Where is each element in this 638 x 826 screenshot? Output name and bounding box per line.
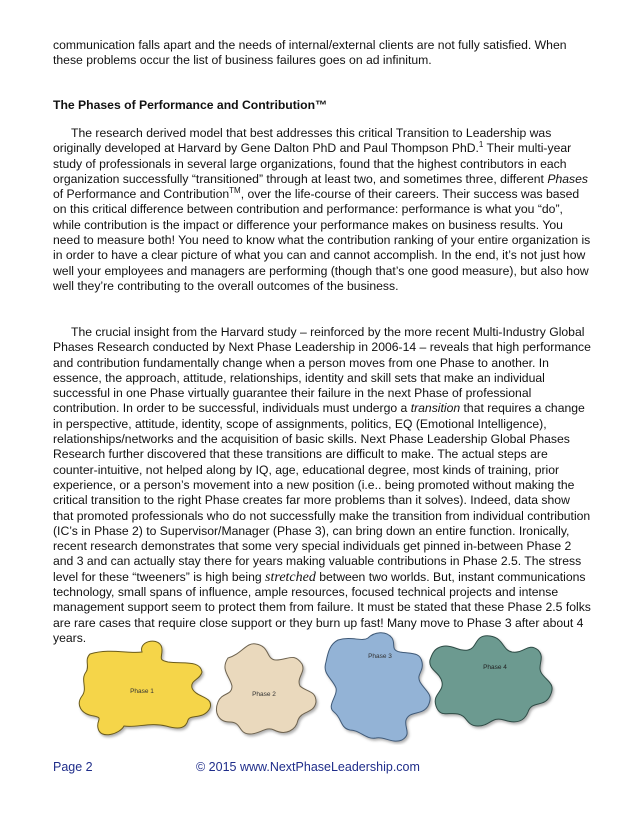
p1-text-b: Their multi-year study of professionals in several large organizations, found that the highest contributors in each organization successfully “transitioned” through at least two, and sometimes three, different <box>53 141 572 186</box>
paragraph-1 <box>53 126 593 294</box>
phase-2-label: Phase 2 <box>252 691 276 698</box>
p2-text-a: The crucial insight from the Harvard study – reinforced by the more recent Multi-Industry Global Phases Research conducted by Next Phase Leadership in 2006-14 – reveals that high performance and contribution fundamentally change when a person moves from one Phase to another. In essence, the approach, attitude, relationships, identity and skill sets that make an individual successful in one Phase virtually guarantee their failure in the next Phase of professional contribution. In order to be successful, individuals must undergo a <box>53 325 591 416</box>
puzzle-piece-phase-2 <box>217 644 317 734</box>
p1-text-c: of Performance and Contribution <box>53 187 230 202</box>
stretched-emphasis: stretched <box>265 569 316 585</box>
p2-text-b: that requires a change in perspective, attitude, identity, scope of assignments, politics, EQ (Emotional Intelligence), relationships/networks and the acquisition of basic skills. Next Phase Leadership Global Phases Research further discovered that these transitions are difficult to make. The actual steps are counter-intuitive, not helped along by IQ, age, educational degree, most kinds of training, prior experience, or a person’s movement into a new position (i.e.. being promoted without making the critical transition to the right Phase creates far more problems than it solves). Indeed, data show that promoted professionals who do not successfully make the transition from individual contribution (IC’s in Phase 2) to Supervisor/Manager (Phase 3), can bring down an entire function. Ironically, recent research demonstrates that some very special individuals get pinned in-between Phase 2 and 3 and can actually stay there for years making valuable contributions in Phase 2.5. The stress level for these “tweeners” is high being <box>53 401 591 584</box>
p1-text-a: The research derived model that best addresses this critical Transition to Leadership was originally developed at Harvard by Gene Dalton PhD and Paul Thompson PhD. <box>53 126 552 156</box>
copyright-link[interactable]: © 2015 www.NextPhaseLeadership.com <box>196 760 420 774</box>
paragraph-2 <box>53 325 593 646</box>
puzzle-piece-phase-1 <box>79 641 210 735</box>
p2-text-c: between two worlds. But, instant communications technology, small spans of influence, ample resources, focused technical projects and intense management support seem to protect them from failure. It must be stated that these Phase 2.5 folks are rare cases that require close support or they burn up fast! Many move to Phase 3 after about 4 years. <box>53 569 591 645</box>
intro-paragraph: communication falls apart and the needs of internal/external clients are not fully satisfied. When these problems occur the list of business failures goes on ad infinitum. <box>53 38 567 68</box>
phase-4-label: Phase 4 <box>483 664 507 671</box>
phase-1-label: Phase 1 <box>130 688 154 695</box>
p1-text-d: , over the life-course of their careers. Their success was based on this critical difference between contribution and performance: performance is what you “do”, while contribution is the impact or difference your performance makes on business results. You need to measure both! You need to know what the contribution ranking of your entire organization is in order to have a clear picture of what you can and cannot accomplish. In the end, it’s not just how well your employees and managers are performing (though that’s one good measure), but also how well they’re contributing to the overall outcomes of the business. <box>53 187 591 293</box>
phase-puzzle-illustration <box>50 630 590 745</box>
trademark-mark: TM <box>229 186 241 196</box>
puzzle-piece-phase-3 <box>325 633 430 741</box>
puzzle-piece-phase-4 <box>430 636 552 726</box>
phases-emphasis: Phases <box>547 171 588 186</box>
page-number: Page 2 <box>53 760 93 774</box>
section-heading: The Phases of Performance and Contribution™ <box>53 98 328 112</box>
footnote-ref: 1 <box>478 140 484 150</box>
transition-emphasis: transition <box>410 401 461 416</box>
phase-3-label: Phase 3 <box>368 653 392 660</box>
